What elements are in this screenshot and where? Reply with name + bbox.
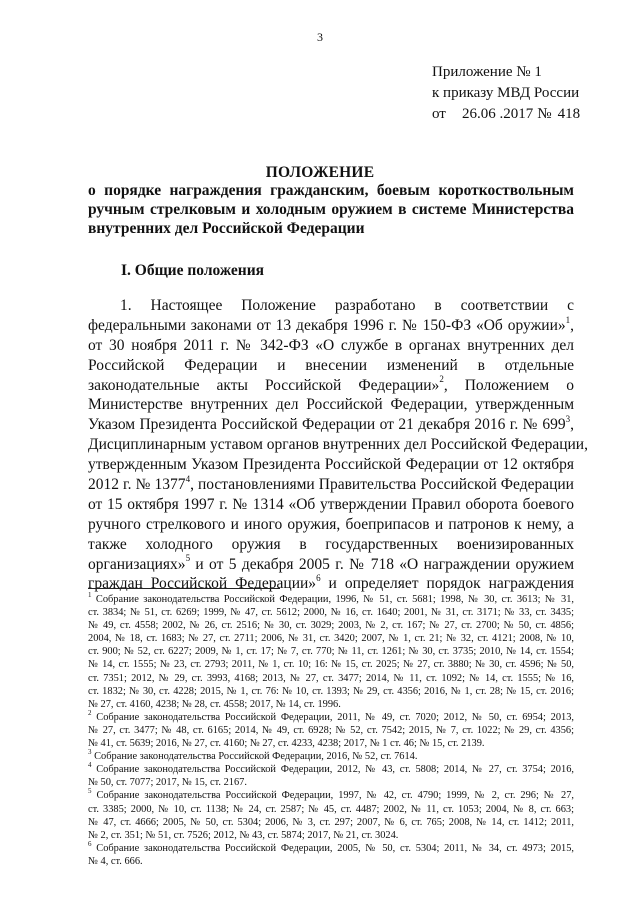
body-line <box>88 475 574 495</box>
body-line <box>88 574 574 594</box>
footnote-text: ст. 3385; 2000, № 10, ст. 1138; № 24, ст. 2587; № 45, ст. 4487; 2002, № 11, ст. 1053; 2004, № 8, ст. 663; <box>88 803 574 815</box>
body-text: законодательные акты Российской Федерации» <box>88 376 440 394</box>
footnote-line <box>88 619 574 632</box>
body-text: Дисциплинарным уставом органов внутренних дел Российской Федерации, <box>88 436 588 454</box>
body-text: граждан Российской Федерации» <box>88 575 317 593</box>
footnote-line <box>88 763 574 776</box>
footnote-marker: 6 <box>316 573 321 584</box>
footnote-line <box>88 724 574 737</box>
body-line <box>88 535 574 555</box>
body-line <box>88 336 574 356</box>
footnote-line <box>88 698 574 711</box>
body-text: , <box>570 416 574 434</box>
body-line <box>88 415 574 435</box>
body-line <box>88 316 574 336</box>
footnote-line <box>88 839 574 855</box>
body-text: от 30 ноября 2011 г. № 342-ФЗ «О службе в органах внутренних дел <box>88 336 574 354</box>
footnote-line <box>88 750 574 763</box>
subtitle-line: внутренних дел Российской Федерации <box>88 220 365 237</box>
body-line <box>88 395 574 415</box>
body-text: 2012 г. № 1377 <box>88 476 186 494</box>
footnote-marker: 3 <box>565 414 571 425</box>
body-paragraph <box>88 296 588 594</box>
footnote-marker: 6 <box>88 839 92 848</box>
footnotes <box>88 593 574 868</box>
body-text: от 15 октября 1997 г. № 1314 «Об утверждении Правил оборота боевого <box>88 495 574 513</box>
body-line <box>88 376 574 396</box>
subtitle-line: ручным стрелковым и холодным оружием в системе Министерства <box>88 201 574 218</box>
footnote-marker: 5 <box>185 553 191 564</box>
body-text: Указом Президента Российской Федерации от 21 декабря 2016 г. № 699 <box>88 416 566 434</box>
subtitle-line: о порядке награждения гражданским, боевым короткоствольным <box>88 182 574 199</box>
footnote-text: Собрание законодательства Российской Федерации, 2005, № 50, ст. 5304; 2011, № 34, ст. 4973; 2015, <box>91 842 574 854</box>
body-text: и от 5 декабря 2005 г. № 718 «О награждении оружием <box>190 555 574 573</box>
footnote-text: ст. 7351; 2012, № 29, ст. 3993, 4168; 2013, № 27, ст. 3477; 2014, № 11, ст. 1092; № 14, ст. 1555; № 16, <box>88 672 574 684</box>
section-heading: I. Общие положения <box>121 262 265 279</box>
footnote-text: Собрание законодательства Российской Федерации, 2016, № 52, ст. 7614. <box>91 751 418 763</box>
footnote-line <box>88 816 574 829</box>
footnote-line <box>88 672 574 685</box>
footnote-separator <box>88 588 280 589</box>
body-text: Министерстве внутренних дел Российской Федерации, утвержденным <box>88 396 574 414</box>
footnote-text: № 41, ст. 5639; 2016, № 27, ст. 4160; № 27, ст. 4233, 4238; 2017, № 1 ст. 46; № 15, ст. 2139. <box>88 738 485 750</box>
footnote-line <box>88 789 574 802</box>
order-date: 26.06 .2017 <box>462 106 534 122</box>
footnote-line <box>88 593 574 606</box>
footnote-marker: 4 <box>88 761 92 770</box>
footnote-line <box>88 606 574 619</box>
footnote-text: № 27, ст. 4160, 4238; № 28, ст. 4558; 2017, № 14, ст. 1996. <box>88 698 341 710</box>
order-number: 418 <box>557 106 581 122</box>
body-text: , <box>570 316 574 334</box>
footnote-line <box>88 685 574 698</box>
appendix-block <box>432 62 580 125</box>
footnote-text: № 14, ст. 1555; № 23, ст. 2793; 2011, № 1, ст. 10; 16: № 15, ст. 2025; № 27, ст. 3880; № 30, ст. 4596; № 50, <box>88 659 574 671</box>
body-text: Российской Федерации и внесении изменений в отдельные <box>88 356 574 374</box>
body-text: ручного стрелкового и иного оружия, боеприпасов и патронов к нему, а <box>88 515 574 533</box>
body-text: , Положением о <box>443 376 574 394</box>
footnote-marker: 1 <box>565 314 571 325</box>
footnote-text: № 27, ст. 3477; № 48, ст. 6165; 2014, № 49, ст. 6928; № 52, ст. 7542; 2015, № 7, ст. 1022; № 29, ст. 4356; <box>88 724 574 736</box>
footnote-line <box>88 803 574 816</box>
footnote-marker: 2 <box>439 374 444 385</box>
document-title: ПОЛОЖЕНИЕ <box>265 164 375 181</box>
body-line <box>88 435 588 455</box>
footnote-line <box>88 708 574 724</box>
footnote-text: Собрание законодательства Российской Федерации, 2012, № 43, ст. 5808; 2014, № 27, ст. 3754; 2016, <box>91 764 574 776</box>
footnote-line <box>88 855 574 868</box>
footnote-text: 2004, № 18, ст. 1683; № 27, ст. 2711; 2006, № 31, ст. 3420; 2007, № 1, ст. 21; № 32, ст. 4121; 2008, № 10, <box>88 633 574 645</box>
page-number: 3 <box>317 30 323 44</box>
body-line <box>88 296 574 316</box>
body-line <box>88 455 574 475</box>
footnote-line <box>88 645 574 658</box>
appendix-line-1: Приложение № 1 <box>432 64 542 80</box>
footnote-line <box>88 658 574 671</box>
body-text: и определяет порядок награждения <box>320 575 574 593</box>
footnote-line <box>88 829 574 842</box>
footnote-text: Собрание законодательства Российской Федерации, 1996, № 51, ст. 5681; 1998, № 30, ст. 3613; № 31, <box>91 594 574 605</box>
footnote-marker: 1 <box>88 591 92 600</box>
body-text: , постановлениями Правительства Российской Федерации <box>190 476 574 494</box>
footnote-marker: 5 <box>88 787 92 796</box>
document-subtitle <box>88 181 574 238</box>
body-line <box>88 515 574 535</box>
order-number-sign: № <box>537 106 552 122</box>
footnote-text: № 47, ст. 4666; 2005, № 50, ст. 5304; 2006, № 3, ст. 297; 2007, № 6, ст. 765; 2008, № 14, ст. 1412; 2011, <box>88 816 574 828</box>
body-text: также холодного оружия в государственных военизированных <box>88 535 574 553</box>
body-line <box>88 356 574 376</box>
footnote-marker: 4 <box>185 473 191 484</box>
footnote-text: Собрание законодательства Российской Федерации, 2011, № 49, ст. 7020; 2012, № 50, ст. 6954; 2013, <box>91 711 574 723</box>
body-text: 1. Настоящее Положение разработано в соответствии с <box>120 297 574 314</box>
footnote-text: № 50, ст. 7077; 2017, № 15, ст. 2167. <box>88 777 247 789</box>
footnote-text: № 2, ст. 351; № 51, ст. 7526; 2012, № 43, ст. 5874; 2017, № 21, ст. 3024. <box>88 829 399 841</box>
appendix-line-2: к приказу МВД России <box>432 85 580 101</box>
footnote-line <box>88 632 574 645</box>
footnote-text: ст. 1832; № 30, ст. 4228; 2015, № 1, ст. 76: № 10, ст. 1393; № 29, ст. 4356; 2016, № 1, ст. 28; № 15, ст. 2016; <box>88 685 574 697</box>
footnote-marker: 2 <box>88 708 92 717</box>
footnote-text: ст. 900; № 52, ст. 6227; 2009, № 1, ст. 17; № 7, ст. 770; № 11, ст. 1261; № 30, ст. 3735; 2010, № 14, ст. 1554; <box>88 646 574 658</box>
body-text: организациях» <box>88 555 186 573</box>
footnote-text: № 4, ст. 666. <box>88 855 143 867</box>
footnote-marker: 3 <box>88 748 92 757</box>
body-text: утвержденным Указом Президента Российской Федерации от 12 октября <box>88 456 574 474</box>
body-text: федеральными законами от 13 декабря 1996 г. № 150-ФЗ «Об оружии» <box>88 316 566 334</box>
body-line <box>88 495 574 515</box>
order-from-label: от <box>432 106 446 122</box>
footnote-text: № 49, ст. 4558; 2002, № 26, ст. 2516; № 30, ст. 3029; 2003, № 2, ст. 167; № 27, ст. 2700; № 50, ст. 4856; <box>88 620 574 632</box>
footnote-text: ст. 3834; № 51, ст. 6269; 1999, № 47, ст. 5612; 2000, № 16, ст. 1640; 2001, № 31, ст. 3171; № 33, ст. 3435; <box>88 607 574 619</box>
order-date-line <box>432 104 580 125</box>
footnote-text: Собрание законодательства Российской Федерации, 1997, № 42, ст. 4790; 1999, № 2, ст. 296; № 27, <box>91 790 574 802</box>
footnote-line <box>88 737 574 750</box>
footnote-line <box>88 776 574 789</box>
body-line <box>88 555 574 575</box>
